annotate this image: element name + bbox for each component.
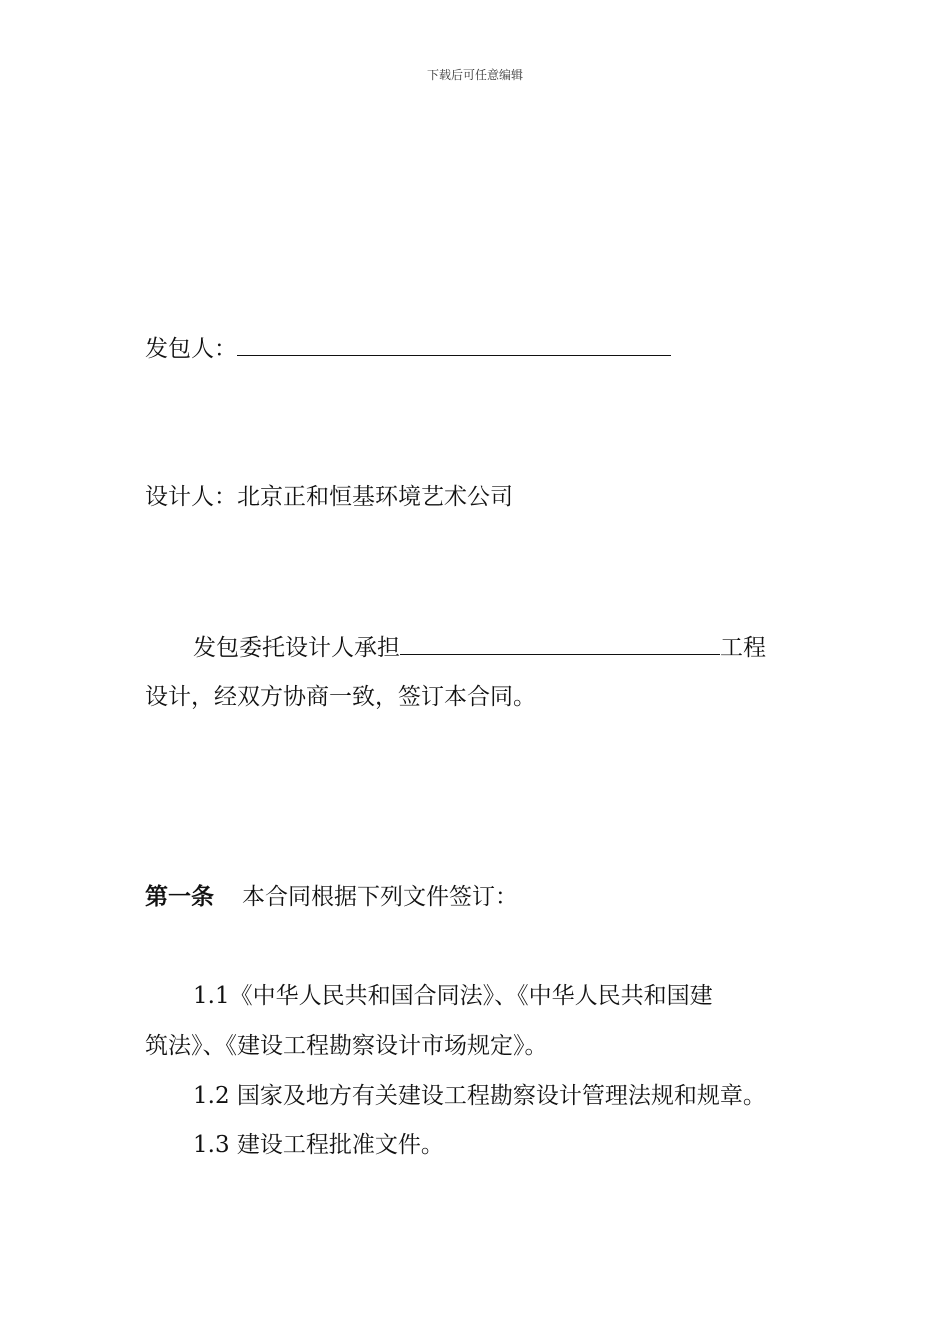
header-note: 下载后可任意编辑 <box>426 68 523 82</box>
intro-line-2: 设计，经双方协商一致，签订本合同。 <box>145 684 536 710</box>
article-1-item-3: 1.3 建设工程批准文件。 <box>193 1132 444 1158</box>
intro-suffix: 工程 <box>720 635 766 661</box>
designer-name: 北京正和恒基环境艺术公司 <box>237 484 513 510</box>
issuer-line <box>145 333 671 364</box>
designer-line <box>145 482 513 512</box>
designer-label: 设计人： <box>145 484 237 510</box>
intro-line-1 <box>193 632 766 663</box>
article-1-item-2: 1.2 国家及地方有关建设工程勘察设计管理法规和规章。 <box>193 1083 766 1109</box>
issuer-blank-field[interactable] <box>237 333 671 356</box>
issuer-label: 发包人： <box>145 336 237 362</box>
article-1-title: 本合同根据下列文件签订： <box>242 884 518 910</box>
article-1-item-1-line-1: 1.1《中华人民共和国合同法》、《中华人民共和国建 <box>193 983 713 1009</box>
project-name-blank-field[interactable] <box>400 632 720 655</box>
article-1-heading-line <box>145 882 518 912</box>
article-1-number: 第一条 <box>145 883 214 910</box>
article-1-item-1-line-2: 筑法》、《建设工程勘察设计市场规定》。 <box>145 1033 548 1059</box>
intro-prefix: 发包委托设计人承担 <box>193 635 400 661</box>
